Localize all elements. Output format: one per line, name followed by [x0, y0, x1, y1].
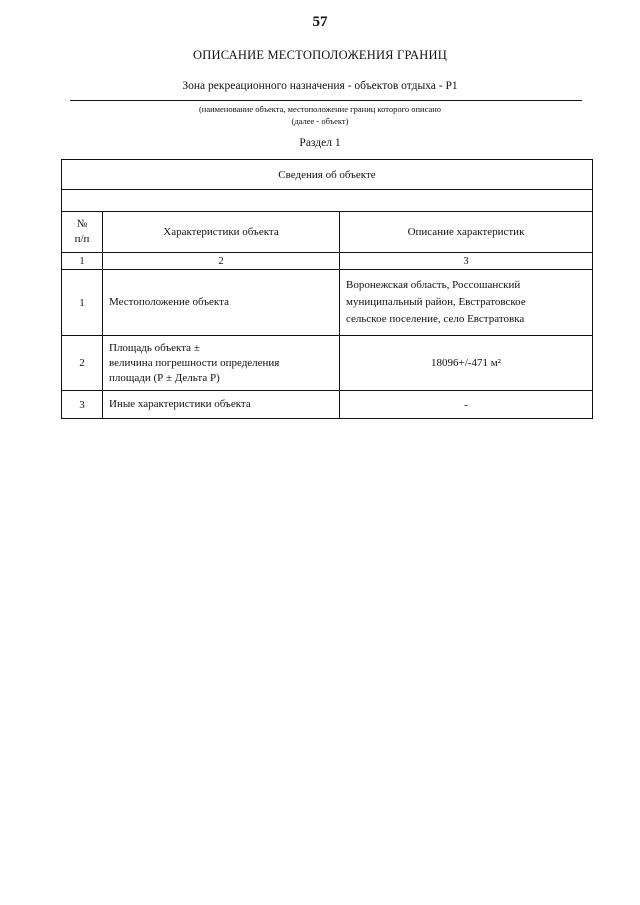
- table-header-row: [62, 212, 593, 253]
- table-row: [62, 336, 593, 391]
- row-characteristic: [103, 336, 340, 391]
- table-row: [62, 270, 593, 336]
- characteristic-line: площади (Р ± Дельта Р): [109, 371, 220, 384]
- object-info-table: [61, 159, 593, 419]
- characteristic-line: Площадь объекта ±: [109, 341, 200, 354]
- row-description: 18096+/-471 м²: [340, 336, 593, 391]
- underline-rule: [70, 100, 582, 101]
- row-number: 2: [62, 336, 103, 391]
- table-caption: Сведения об объекте: [62, 160, 593, 190]
- zone-name: Зона рекреационного назначения - объектов отдыха - Р1: [182, 80, 458, 92]
- column-index: 2: [103, 253, 340, 270]
- row-characteristic: Иные характеристики объекта: [103, 391, 340, 419]
- row-description: -: [340, 391, 593, 419]
- section-title: Раздел 1: [299, 137, 341, 149]
- header-num-line-1: №: [76, 218, 88, 230]
- column-index: 3: [340, 253, 593, 270]
- table-spacer-cell: [62, 190, 593, 212]
- row-number: 1: [62, 270, 103, 336]
- header-characteristics: Характеристики объекта: [103, 212, 340, 253]
- header-num-line-2: п/п: [74, 233, 90, 245]
- row-characteristic: Местоположение объекта: [103, 270, 340, 336]
- header-description: Описание характеристик: [340, 212, 593, 253]
- description-line: муниципальный район, Евстратовское: [346, 296, 526, 308]
- table-spacer-row: [62, 190, 593, 212]
- description-line: Воронежская область, Россошанский: [346, 279, 521, 291]
- document-title: ОПИСАНИЕ МЕСТОПОЛОЖЕНИЯ ГРАНИЦ: [193, 48, 447, 62]
- row-description: [340, 270, 593, 336]
- table-row: [62, 391, 593, 419]
- header-num: [62, 212, 103, 253]
- table-caption-row: [62, 160, 593, 190]
- hint-line-1: (наименование объекта, местоположение границ которого описано: [198, 104, 442, 114]
- row-number: 3: [62, 391, 103, 419]
- object-name-hint: [0, 103, 640, 127]
- hint-line-2: (далее - объект): [291, 116, 349, 126]
- characteristic-line: величина погрешности определения: [109, 356, 280, 369]
- page-number: 57: [312, 14, 328, 30]
- column-index: 1: [62, 253, 103, 270]
- description-line: сельское поселение, село Евстратовка: [346, 313, 525, 325]
- column-index-row: [62, 253, 593, 270]
